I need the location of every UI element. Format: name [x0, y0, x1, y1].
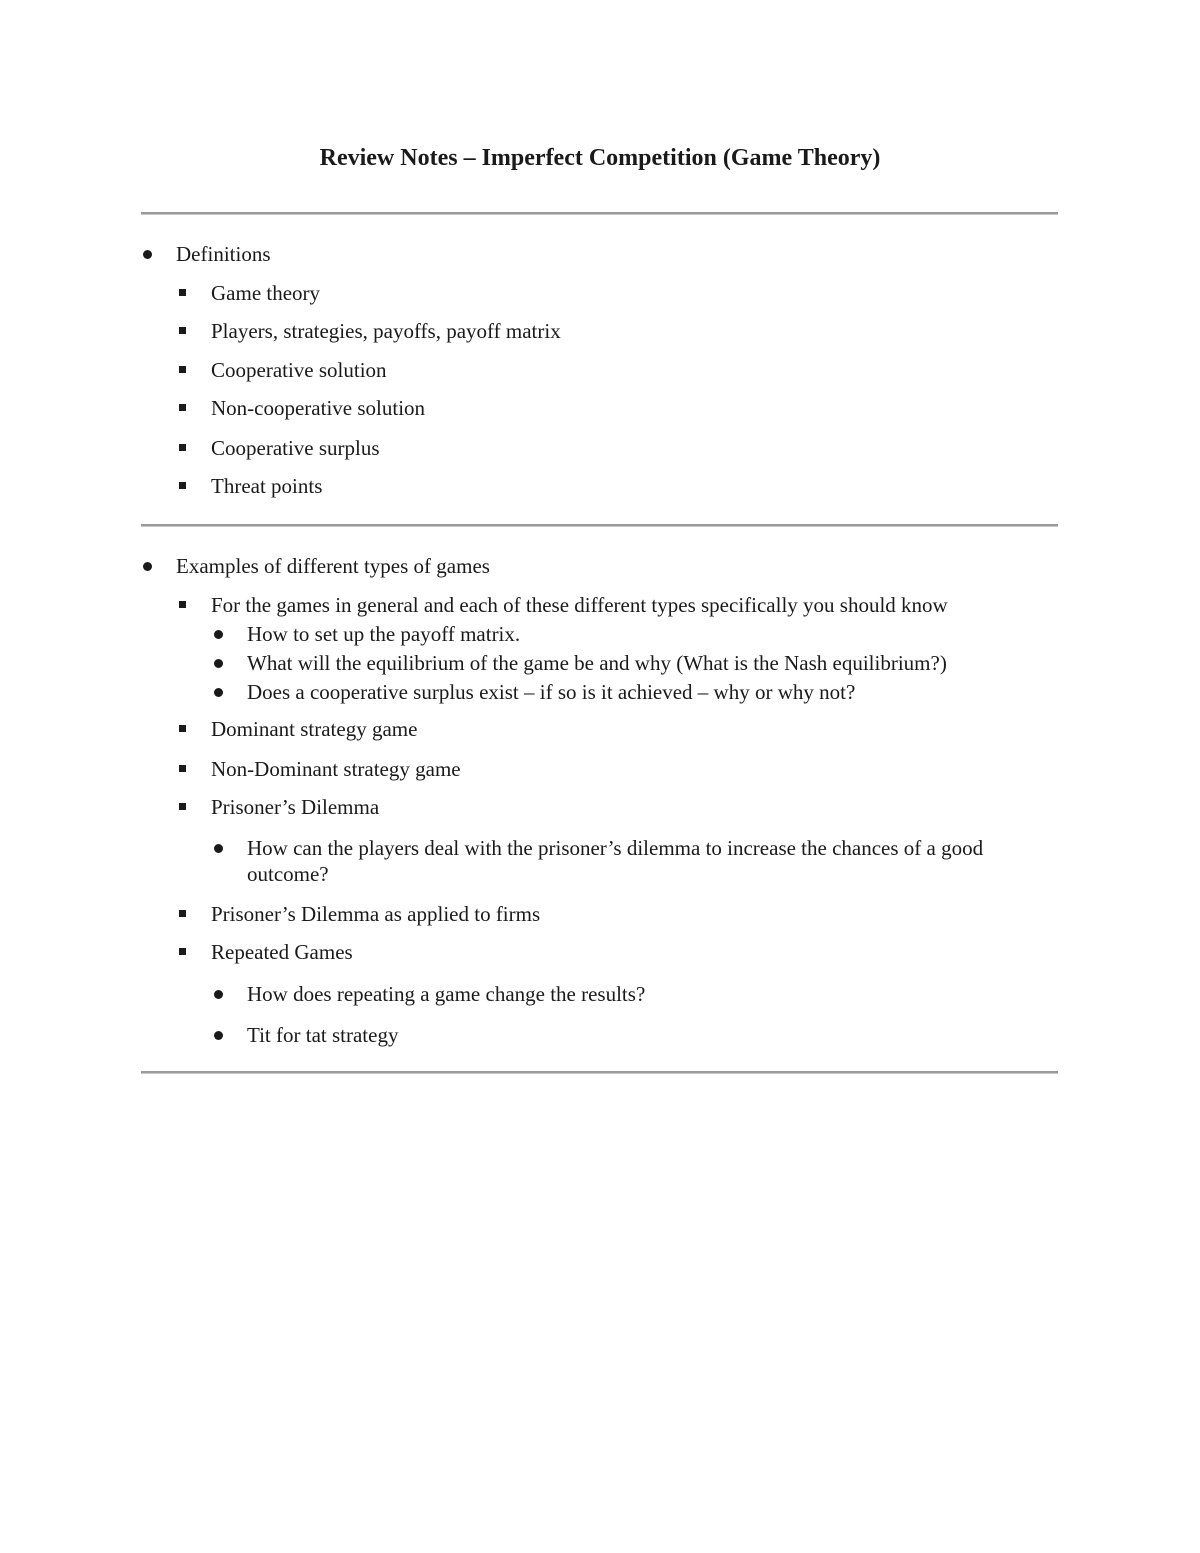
list-item: Threat points — [211, 474, 323, 498]
square-bullet-icon — [179, 601, 186, 608]
square-bullet-icon — [179, 910, 186, 917]
list-item: Dominant strategy game — [211, 717, 418, 741]
bullet-icon — [143, 250, 152, 259]
bullet-icon — [214, 659, 223, 668]
sub-list-item: How can the players deal with the prisoner’s dilemma to increase the chances of a good outcome? — [247, 836, 984, 886]
square-bullet-icon — [179, 289, 186, 296]
sub-list-item: Tit for tat strategy — [247, 1023, 399, 1047]
list-item: Non-cooperative solution — [211, 396, 426, 420]
list-item: Game theory — [211, 281, 321, 305]
square-bullet-icon — [179, 725, 186, 732]
list-item: Repeated Games — [211, 940, 353, 964]
square-bullet-icon — [179, 803, 186, 810]
bullet-icon — [214, 688, 223, 697]
square-bullet-icon — [179, 366, 186, 373]
bullet-icon — [214, 630, 223, 639]
sub-list-item: How does repeating a game change the results? — [247, 982, 646, 1006]
list-item: Cooperative surplus — [211, 436, 380, 460]
list-item: Prisoner’s Dilemma as applied to firms — [211, 902, 541, 926]
square-bullet-icon — [179, 482, 186, 489]
sub-list-item: Does a cooperative surplus exist – if so is it achieved – why or why not? — [247, 680, 856, 704]
square-bullet-icon — [179, 327, 186, 334]
section-heading: Examples of different types of games — [176, 554, 490, 578]
page-title: Review Notes – Imperfect Competition (Game Theory) — [319, 145, 881, 171]
list-item: Non-Dominant strategy game — [211, 757, 461, 781]
list-item: For the games in general and each of these different types specifically you should know — [211, 593, 948, 617]
divider — [141, 524, 1058, 527]
divider — [141, 1071, 1058, 1074]
bullet-icon — [214, 844, 223, 853]
sub-list-item: What will the equilibrium of the game be and why (What is the Nash equilibrium?) — [247, 651, 947, 675]
square-bullet-icon — [179, 404, 186, 411]
bullet-icon — [214, 990, 223, 999]
bullet-icon — [214, 1031, 223, 1040]
sub-list-item: How to set up the payoff matrix. — [247, 622, 521, 646]
square-bullet-icon — [179, 444, 186, 451]
list-item: Cooperative solution — [211, 358, 387, 382]
divider — [141, 212, 1058, 215]
square-bullet-icon — [179, 948, 186, 955]
square-bullet-icon — [179, 765, 186, 772]
bullet-icon — [143, 562, 152, 571]
list-item: Players, strategies, payoffs, payoff matrix — [211, 319, 561, 343]
section-heading: Definitions — [176, 242, 271, 266]
list-item: Prisoner’s Dilemma — [211, 795, 380, 819]
